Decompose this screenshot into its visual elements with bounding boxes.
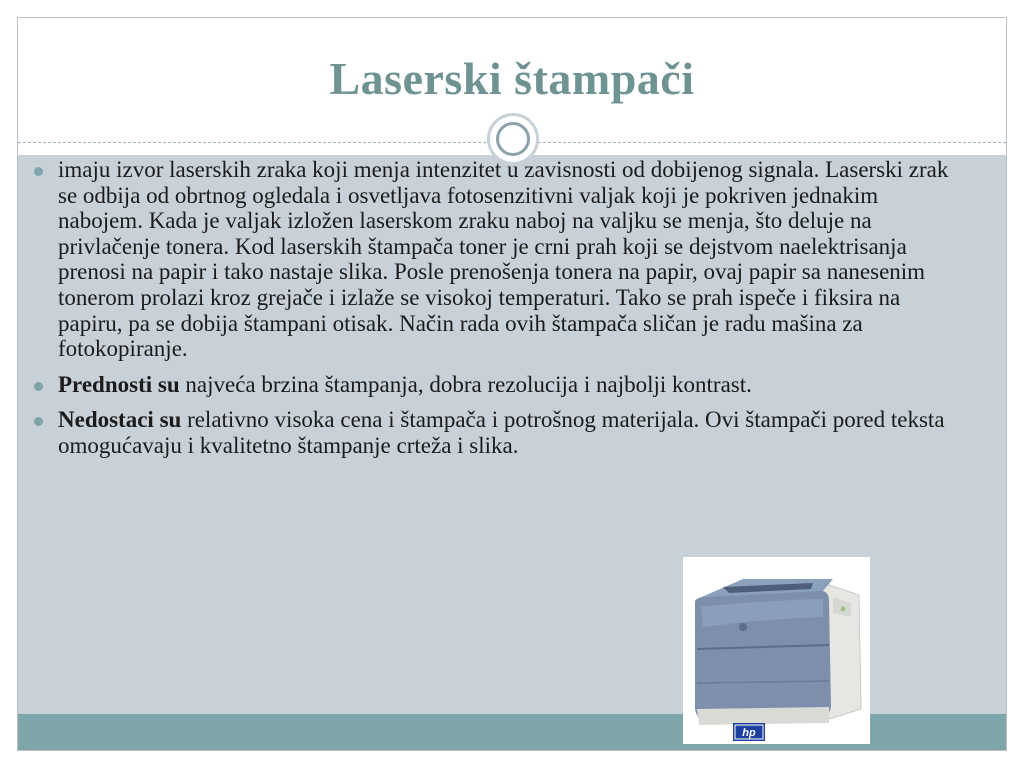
- bullet-item-description: [30, 157, 960, 362]
- circle-ornament-inner: [496, 122, 530, 156]
- bullet-dot-icon: [34, 167, 43, 176]
- bullet-list: [30, 157, 960, 469]
- bullet-dot-icon: [34, 417, 43, 426]
- bullet-text: imaju izvor laserskih zraka koji menja intenzitet u zavisnosti od dobijenog signala. Laserski zrak se odbija od obrtnog ogledala i osvetljava fotosenzitivni valjak koji je pokriven jednakim nabojem. Kada je valjak izložen laserskom zraku naboj na valjku se menja, što deluje na privlačenje tonera. Kod laserskih štampača toner je crni prah koji se dejstvom naelektrisanja prenosi na papir i tako nastaje slika. Posle prenošenja tonera na papir, ovaj papir sa nanesenim tonerom prolazi kroz grejače i izlaže se visokoj temperaturi. Tako se prah ispeče i fiksira na papiru, pa se dobija štampani otisak. Način rada ovih štampača sličan je radu mašina za fotokopiranje.: [58, 157, 949, 362]
- bullet-lead: Prednosti su: [58, 371, 180, 397]
- bullet-text: najveća brzina štampanja, dobra rezolucija i najbolji kontrast.: [179, 371, 752, 397]
- slide-title: Laserski štampači: [329, 53, 695, 104]
- bullet-lead: Nedostaci su: [58, 407, 182, 433]
- bullet-item-disadvantages: [30, 407, 960, 458]
- bullet-item-advantages: [30, 372, 960, 398]
- laser-printer-image: [683, 557, 870, 744]
- bullet-dot-icon: [34, 382, 43, 391]
- printer-photo: [683, 557, 870, 744]
- bullet-text: relativno visoka cena i štampača i potrošnog materijala. Ovi štampači pored teksta omogućavaju i kvalitetno štampanje crteža i slika.: [58, 407, 945, 458]
- hp-logo-text: hp: [742, 727, 756, 739]
